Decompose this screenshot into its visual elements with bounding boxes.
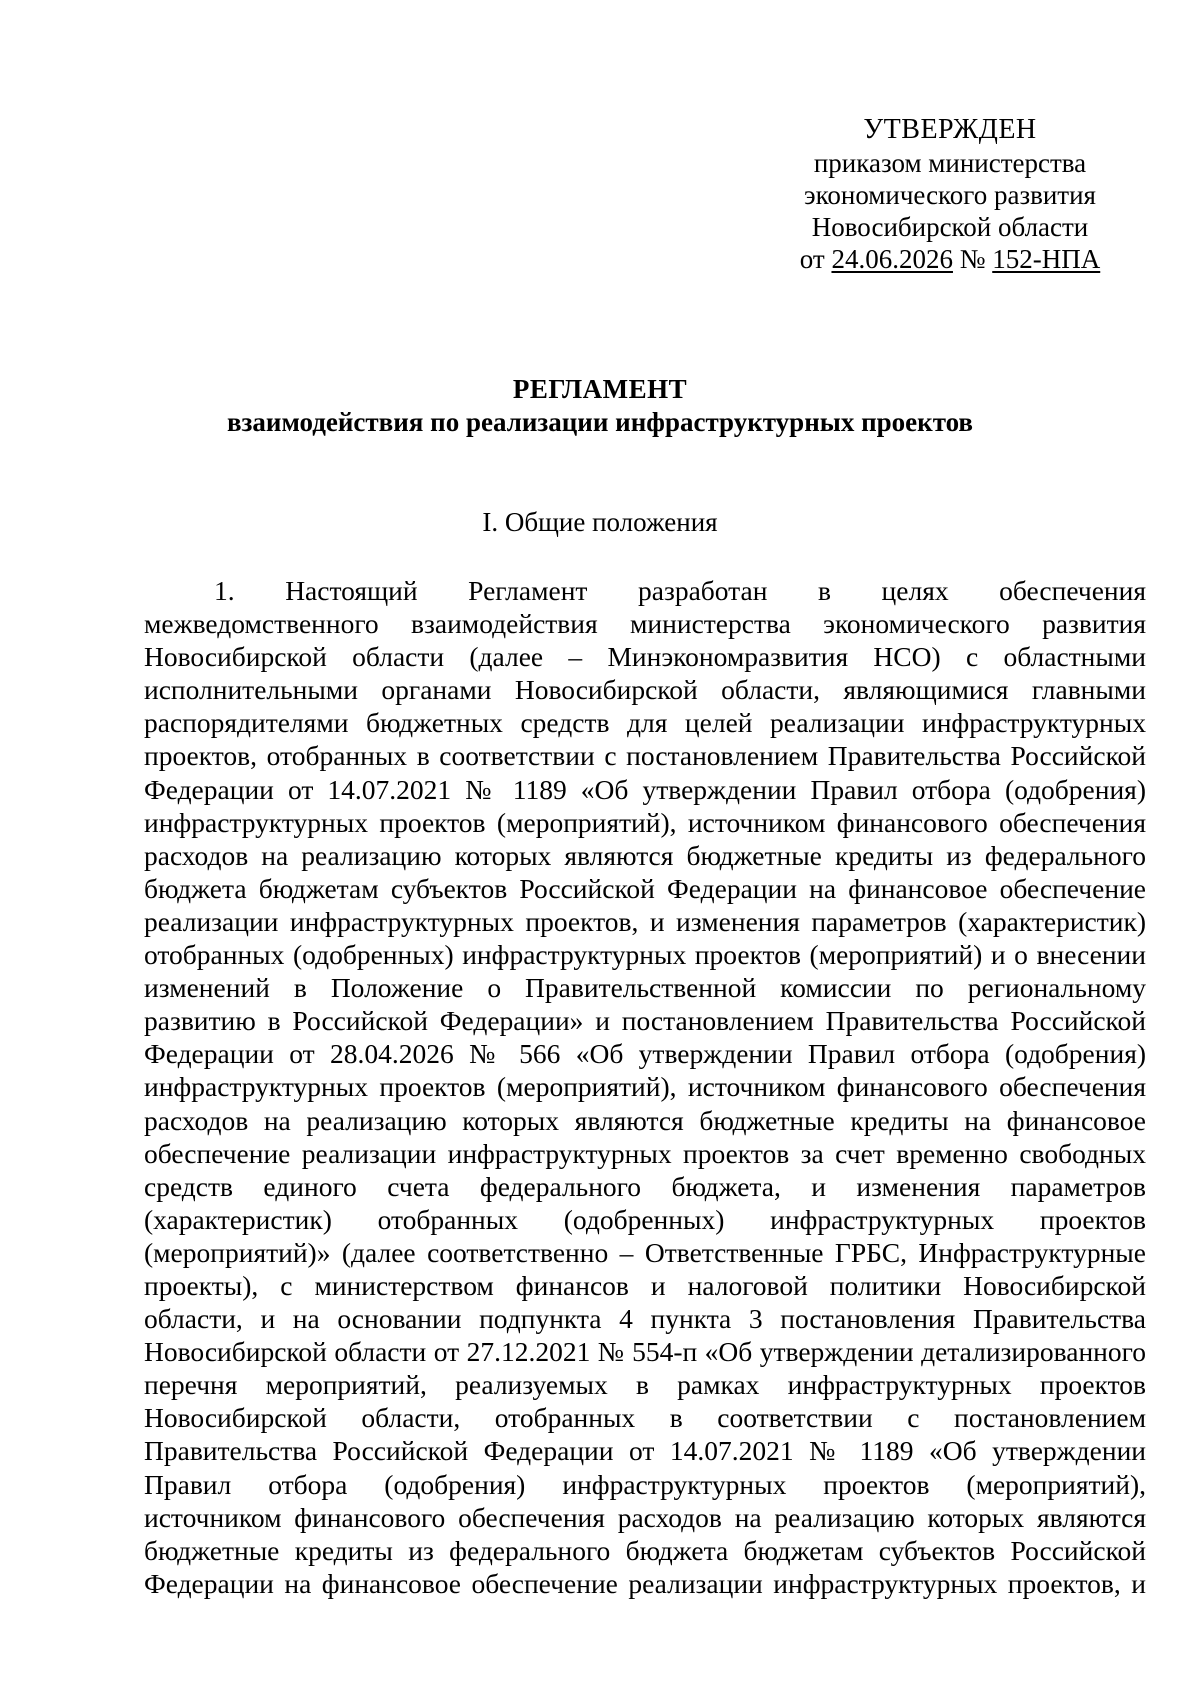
paragraph-1 [144,574,1146,1600]
paragraph-line: Федерации от 14.07.2021 № 1189 «Об утверждении Правил отбора (одобрения) [144,773,1146,805]
paragraph-line: расходов на реализацию которых являются бюджетные кредиты из федерального [144,839,1146,871]
paragraph-line: Правил отбора (одобрения) инфраструктурных проектов (мероприятий), [144,1468,1146,1500]
paragraph-line: проектов, отобранных в соответствии с постановлением Правительства Российской [144,740,1146,772]
paragraph-line: проекты), с министерством финансов и налоговой политики Новосибирской [144,1269,1146,1301]
approval-line-3: Новосибирской области [811,212,1089,242]
paragraph-line: Новосибирской области, отобранных в соответствии с постановлением [144,1402,1146,1434]
paragraph-line: Правительства Российской Федерации от 14.07.2021 № 1189 «Об утверждении [144,1435,1146,1467]
paragraph-line: Федерации от 28.04.2026 № 566 «Об утверждении Правил отбора (одобрения) [144,1038,1146,1070]
paragraph-line: Новосибирской области от 27.12.2021 № 554-п «Об утверждении детализированного [144,1336,1146,1368]
paragraph-line: (характеристик) отобранных (одобренных) инфраструктурных проектов [144,1203,1146,1235]
paragraph-line: перечня мероприятий, реализуемых в рамках инфраструктурных проектов [144,1369,1146,1401]
paragraph-line: расходов на реализацию которых являются бюджетные кредиты на финансовое [144,1104,1146,1136]
paragraph-line: Федерации на финансовое обеспечение реализации инфраструктурных проектов, и [144,1567,1146,1599]
paragraph-line: бюджета бюджетам субъектов Российской Федерации на финансовое обеспечение [144,872,1146,904]
section-heading: I. Общие положения [482,507,718,537]
approval-line-2: экономического развития [804,180,1096,210]
paragraph-line: 1. Настоящий Регламент разработан в целях обеспечения [214,575,1146,606]
paragraph-line: исполнительными органами Новосибирской области, являющимися главными [144,674,1146,706]
paragraph-line: бюджетные кредиты из федерального бюджета бюджетам субъектов Российской [144,1534,1146,1566]
paragraph-line: Новосибирской области (далее – Минэкономразвития НСО) с областными [144,641,1146,673]
paragraph-line: источником финансового обеспечения расходов на реализацию которых являются [144,1501,1146,1533]
approval-line-1: приказом министерства [813,148,1087,178]
paragraph-line: (мероприятий)» (далее соответственно – Ответственные ГРБС, Инфраструктурные [144,1236,1146,1268]
paragraph-line: инфраструктурных проектов (мероприятий), источником финансового обеспечения [144,1071,1146,1103]
approval-date: 24.06.2026 [831,244,953,274]
paragraph-line: развитию в Российской Федерации» и постановлением Правительства Российской [144,1005,1146,1037]
paragraph-line: обеспечение реализации инфраструктурных проектов за счет временно свободных [144,1137,1146,1169]
approval-number-prefix: № [952,244,993,274]
approval-date-line [760,243,1140,275]
paragraph-line: области, и на основании подпункта 4 пункта 3 постановления Правительства [144,1303,1146,1335]
paragraph-line: распорядителями бюджетных средств для целей реализации инфраструктурных [144,707,1146,739]
paragraph-line: инфраструктурных проектов (мероприятий), источником финансового обеспечения [144,806,1146,838]
approval-stamp [760,114,1140,275]
document-title: РЕГЛАМЕНТ [512,374,688,404]
approval-date-prefix: от [799,244,832,274]
paragraph-line: межведомственного взаимодействия министерства экономического развития [144,608,1146,640]
paragraph-line: отобранных (одобренных) инфраструктурных проектов (мероприятий) и о внесении [144,939,1146,971]
approval-number: 152-НПА [992,244,1101,274]
document-subtitle: взаимодействия по реализации инфраструктурных проектов [226,407,974,437]
paragraph-line: изменений в Положение о Правительственной комиссии по региональному [144,972,1146,1004]
paragraph-line: реализации инфраструктурных проектов, и изменения параметров (характеристик) [144,905,1146,937]
approval-heading: УТВЕРЖДЕН [863,114,1037,145]
paragraph-line: средств единого счета федерального бюджета, и изменения параметров [144,1170,1146,1202]
